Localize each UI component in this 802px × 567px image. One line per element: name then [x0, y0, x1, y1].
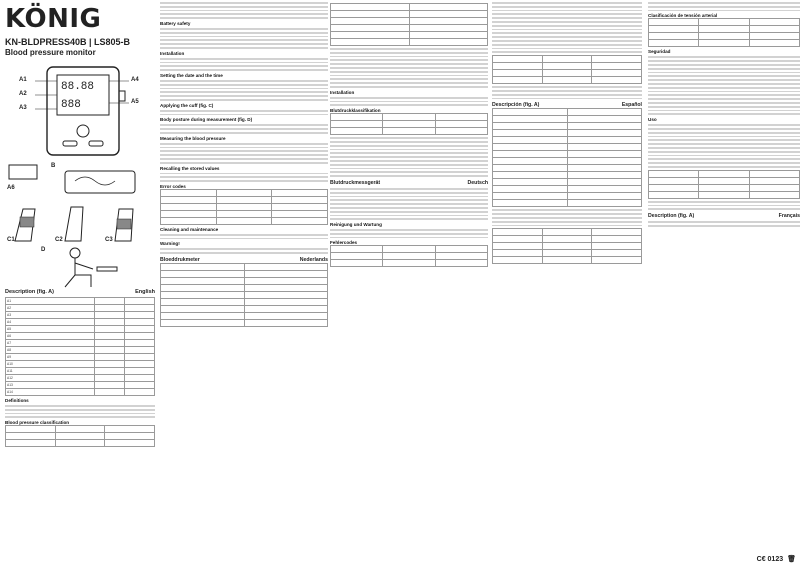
de-error-table [330, 245, 488, 267]
arm-cuff-illustration [5, 201, 155, 245]
table-cell [331, 18, 410, 25]
table-cell [435, 253, 487, 260]
table-cell [493, 123, 568, 130]
fr-language: Français [778, 213, 800, 220]
heading-es-uso: Uso [648, 117, 657, 123]
table-cell [94, 326, 124, 333]
table-cell [161, 292, 245, 299]
table-cell [567, 144, 642, 151]
table-cell: A5 [6, 326, 95, 333]
label-a3: A3 [19, 105, 27, 111]
table-cell [749, 19, 799, 26]
table-cell [94, 333, 124, 340]
model-number: KN-BLDPRESS40B | LS805-B [5, 37, 131, 47]
heading-errors: Error codes [160, 183, 186, 189]
label-a5: A5 [131, 99, 139, 105]
table-cell [124, 382, 154, 389]
certification-marks [757, 555, 796, 563]
svg-text:888: 888 [61, 99, 81, 111]
table-cell [493, 130, 568, 137]
table-cell [331, 4, 410, 11]
table-cell [124, 305, 154, 312]
table-cell [567, 123, 642, 130]
table-cell [699, 170, 749, 177]
heading-install: Installation [160, 50, 185, 56]
es-extra-table [492, 228, 642, 264]
table-cell [161, 306, 245, 313]
table-cell [124, 361, 154, 368]
table-cell [94, 361, 124, 368]
heading-classification: Blood pressure classification [5, 420, 70, 426]
table-cell [542, 56, 592, 63]
table-cell [331, 253, 383, 260]
table-cell [592, 56, 642, 63]
de-description-table [330, 3, 488, 46]
table-cell [649, 19, 699, 26]
table-cell [94, 319, 124, 326]
table-cell [94, 312, 124, 319]
table-cell [383, 246, 435, 253]
table-cell [124, 298, 154, 305]
table-cell: A12 [6, 375, 95, 382]
table-cell [6, 426, 56, 433]
ce-mark: C€ 0123 [756, 555, 784, 563]
weee-bin-icon: 🗑 [787, 556, 796, 563]
table-cell [161, 203, 217, 210]
figure-b-cuff [5, 161, 155, 201]
es-classification-table [648, 18, 800, 47]
caption-row [5, 289, 155, 295]
table-cell [649, 26, 699, 33]
table-cell [161, 320, 245, 327]
heading-setting: Setting the date and the time [160, 72, 223, 78]
table-cell [331, 128, 383, 135]
table-cell [592, 77, 642, 84]
table-cell [649, 170, 699, 177]
heading-de-install: Installation [330, 89, 355, 95]
table-cell [493, 179, 568, 186]
table-cell [493, 144, 568, 151]
table-cell [493, 257, 543, 264]
heading-definitions: Definitions [5, 398, 29, 403]
table-cell [567, 137, 642, 144]
label-a1: A1 [19, 77, 27, 83]
table-cell [124, 326, 154, 333]
table-cell [244, 285, 328, 292]
fr-error-table [492, 55, 642, 84]
table-cell [94, 382, 124, 389]
table-cell [124, 368, 154, 375]
table-cell [244, 271, 328, 278]
table-cell [272, 217, 328, 224]
label-c1: C1 [7, 237, 15, 243]
section-de [330, 180, 488, 186]
table-cell: A14 [6, 389, 95, 396]
de-language: Deutsch [467, 179, 488, 186]
table-cell: A1 [6, 298, 95, 305]
brand-logo: KÖNIG [5, 4, 102, 34]
table-cell [216, 196, 272, 203]
table-cell [493, 151, 568, 158]
table-cell [409, 32, 488, 39]
table-cell [542, 63, 592, 70]
cuff-illustration [5, 161, 155, 201]
table-cell [567, 158, 642, 165]
heading-de-fehler: Fehlercodes [330, 240, 358, 246]
table-cell [331, 32, 410, 39]
table-cell: A7 [6, 340, 95, 347]
table-cell [567, 165, 642, 172]
label-a6: A6 [7, 185, 15, 191]
table-cell: A13 [6, 382, 95, 389]
table-cell [699, 191, 749, 198]
table-cell [161, 264, 245, 271]
table-cell [493, 56, 543, 63]
table-cell [493, 236, 543, 243]
table-cell [435, 121, 487, 128]
table-cell [331, 25, 410, 32]
table-cell [493, 116, 568, 123]
table-cell: A6 [6, 333, 95, 340]
table-cell [216, 189, 272, 196]
table-cell [542, 70, 592, 77]
heading-de-reinigung: Reinigung und Wartung [330, 222, 382, 228]
table-cell: A8 [6, 347, 95, 354]
table-cell: A3 [6, 312, 95, 319]
table-cell [383, 253, 435, 260]
table-cell [161, 299, 245, 306]
table-cell [749, 40, 799, 47]
table-cell [409, 39, 488, 46]
table-cell [124, 389, 154, 396]
table-cell [592, 250, 642, 257]
table-cell [542, 236, 592, 243]
table-cell [409, 25, 488, 32]
heading-es-seg: Seguridad [648, 49, 671, 55]
label-b: B [51, 163, 56, 169]
table-cell [649, 184, 699, 191]
table-cell [124, 312, 154, 319]
table-cell [105, 440, 155, 447]
table-cell [567, 151, 642, 158]
table-cell [567, 193, 642, 200]
table-cell [216, 203, 272, 210]
table-cell [272, 210, 328, 217]
table-cell [649, 191, 699, 198]
heading-cleaning: Cleaning and maintenance [160, 226, 219, 232]
table-cell [124, 375, 154, 382]
table-cell [493, 243, 543, 250]
figure-a-device [5, 61, 155, 161]
table-cell [592, 70, 642, 77]
nl-description-table [160, 263, 328, 327]
table-cell [649, 177, 699, 184]
table-cell [124, 319, 154, 326]
table-cell [331, 246, 383, 253]
table-cell [331, 39, 410, 46]
table-cell [749, 184, 799, 191]
column-2 [160, 0, 328, 567]
label-c3: C3 [105, 237, 113, 243]
table-cell [592, 63, 642, 70]
product-title: Blood pressure monitor [5, 48, 96, 57]
table-cell [383, 260, 435, 267]
table-cell [542, 77, 592, 84]
table-cell [409, 18, 488, 25]
heading-apply: Applying the cuff (fig. C) [160, 102, 214, 108]
table-cell [244, 320, 328, 327]
column-english [5, 0, 155, 567]
table-cell [493, 77, 543, 84]
table-cell [435, 114, 487, 121]
heading-battery: Battery safety [160, 20, 191, 26]
figure-caption: Description (fig. A) [5, 289, 54, 295]
es-language: Español [621, 102, 642, 109]
table-cell [244, 278, 328, 285]
table-cell [94, 298, 124, 305]
heading-warning: Warning! [160, 241, 180, 247]
table-cell [493, 158, 568, 165]
es-description-table [492, 108, 642, 207]
table-cell [699, 19, 749, 26]
classification-table [5, 425, 155, 447]
table-cell [493, 186, 568, 193]
es-error-table [648, 170, 800, 199]
table-cell [55, 426, 105, 433]
table-cell [94, 389, 124, 396]
column-5 [648, 0, 800, 567]
table-cell [542, 250, 592, 257]
table-cell [542, 257, 592, 264]
de-classification-table [330, 113, 488, 135]
table-cell [94, 375, 124, 382]
table-cell [567, 172, 642, 179]
table-cell [161, 285, 245, 292]
table-cell [94, 347, 124, 354]
table-cell [244, 292, 328, 299]
table-cell [272, 203, 328, 210]
table-cell [124, 354, 154, 361]
table-cell [105, 433, 155, 440]
table-cell [55, 440, 105, 447]
posture-illustration [5, 245, 155, 289]
heading-de-klass: Blutdruckklassifikation [330, 108, 381, 114]
svg-text:88.88: 88.88 [61, 81, 95, 93]
table-cell [409, 11, 488, 18]
table-cell [493, 109, 568, 116]
table-cell [331, 11, 410, 18]
table-cell [493, 193, 568, 200]
table-cell [493, 165, 568, 172]
table-cell [6, 433, 56, 440]
table-cell [105, 426, 155, 433]
language-label: English [135, 289, 155, 295]
table-cell [409, 4, 488, 11]
table-cell [124, 333, 154, 340]
column-3 [330, 0, 488, 567]
fr-title: Description (fig. A) [648, 213, 695, 220]
table-cell [94, 340, 124, 347]
table-cell [6, 440, 56, 447]
heading-measure: Measuring the blood pressure [160, 135, 226, 141]
table-cell [493, 70, 543, 77]
table-cell [649, 33, 699, 40]
table-cell [94, 368, 124, 375]
table-cell [493, 63, 543, 70]
table-cell [542, 229, 592, 236]
blood-pressure-monitor-illustration [5, 61, 155, 161]
es-title: Descripción (fig. A) [492, 102, 540, 109]
table-cell [567, 130, 642, 137]
table-cell [124, 340, 154, 347]
figure-c-arm [5, 201, 155, 245]
table-cell [272, 189, 328, 196]
table-cell [749, 170, 799, 177]
table-cell [567, 186, 642, 193]
heading-es-clasif: Clasificación de tensión arterial [648, 13, 718, 19]
table-cell [699, 40, 749, 47]
label-d: D [41, 247, 46, 253]
error-table [160, 189, 328, 225]
table-cell [94, 305, 124, 312]
table-cell [435, 246, 487, 253]
table-cell [161, 217, 217, 224]
table-cell [493, 200, 568, 207]
table-cell [161, 189, 217, 196]
table-cell [216, 210, 272, 217]
nl-language: Nederlands [299, 257, 328, 264]
nl-title: Bloeddrukmeter [160, 257, 200, 264]
table-cell [649, 40, 699, 47]
table-cell [244, 264, 328, 271]
table-cell [592, 243, 642, 250]
label-c2: C2 [55, 237, 63, 243]
table-cell [699, 26, 749, 33]
table-cell [216, 217, 272, 224]
table-cell: A10 [6, 361, 95, 368]
table-cell [435, 260, 487, 267]
table-cell [493, 229, 543, 236]
table-cell [94, 354, 124, 361]
table-cell [161, 278, 245, 285]
section-fr [648, 213, 800, 219]
table-cell [331, 260, 383, 267]
table-cell: A11 [6, 368, 95, 375]
table-cell [493, 137, 568, 144]
table-cell [592, 236, 642, 243]
table-cell [542, 243, 592, 250]
table-cell [493, 172, 568, 179]
table-cell [749, 26, 799, 33]
de-title: Blutdruckmessgerät [330, 179, 381, 186]
table-cell [383, 121, 435, 128]
table-cell [161, 210, 217, 217]
table-cell [749, 33, 799, 40]
table-cell [749, 177, 799, 184]
table-cell [244, 313, 328, 320]
table-cell [331, 114, 383, 121]
table-cell [592, 229, 642, 236]
description-table [5, 297, 155, 396]
table-cell: A9 [6, 354, 95, 361]
table-cell [749, 191, 799, 198]
table-cell [567, 116, 642, 123]
label-a4: A4 [131, 77, 139, 83]
table-cell [567, 109, 642, 116]
table-cell [567, 179, 642, 186]
table-cell [161, 313, 245, 320]
table-cell [55, 433, 105, 440]
table-cell [244, 299, 328, 306]
table-cell: A4 [6, 319, 95, 326]
column-4 [492, 0, 642, 567]
table-cell [272, 196, 328, 203]
table-cell [435, 128, 487, 135]
label-a2: A2 [19, 91, 27, 97]
table-cell [161, 196, 217, 203]
heading-posture: Body posture during measurement (fig. D) [160, 117, 253, 123]
table-cell [699, 33, 749, 40]
table-cell [699, 177, 749, 184]
table-cell [383, 114, 435, 121]
figure-d-posture [5, 245, 155, 289]
table-cell [592, 257, 642, 264]
table-cell [124, 347, 154, 354]
table-cell [244, 306, 328, 313]
table-cell [567, 200, 642, 207]
table-cell [383, 128, 435, 135]
table-cell [699, 184, 749, 191]
table-cell: A2 [6, 305, 95, 312]
heading-memory: Recalling the stored values [160, 165, 220, 171]
table-cell [161, 271, 245, 278]
table-cell [331, 121, 383, 128]
table-cell [493, 250, 543, 257]
